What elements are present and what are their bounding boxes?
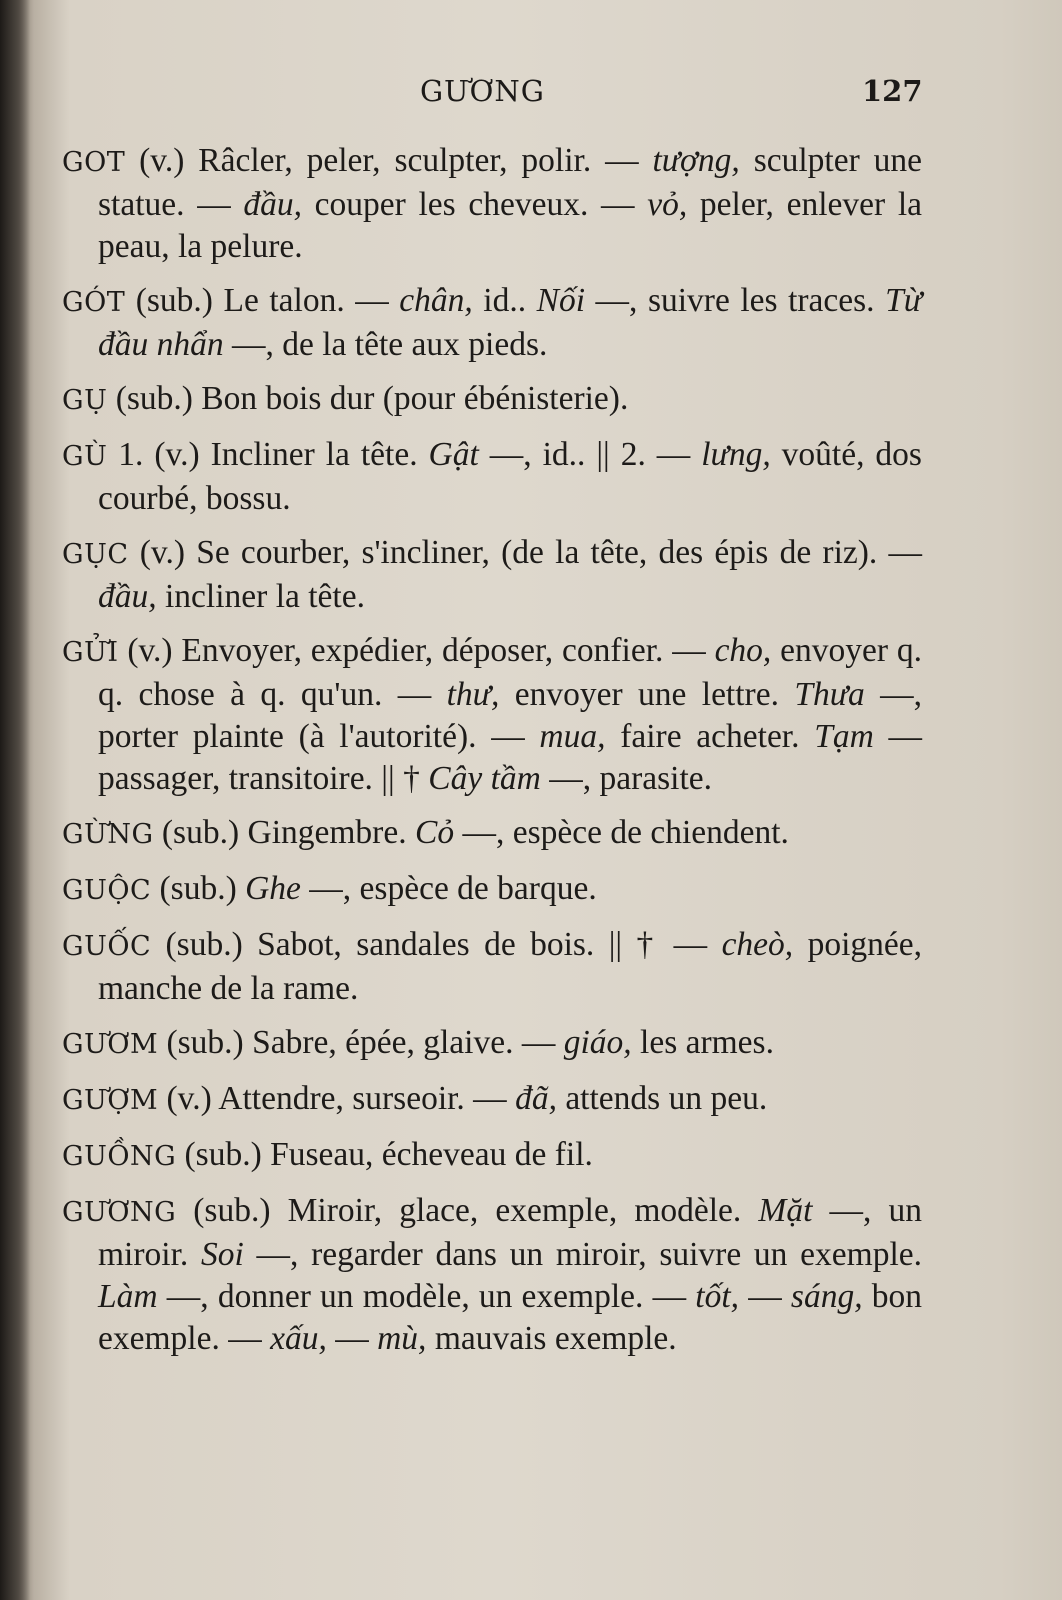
definition-text: peler, enlever la peau, la pelure. — [98, 186, 922, 265]
definition-text: (sub.) — [151, 870, 246, 907]
vietnamese-term: Nối — [536, 282, 586, 319]
definition-text: (sub.) Sabre, épée, glaive. — — [158, 1024, 564, 1061]
entry-headword: GÓT — [62, 287, 126, 318]
vietnamese-term: sáng, — [790, 1278, 863, 1315]
book-gutter-shadow — [0, 0, 30, 1600]
definition-text: (sub.) Gingembre. — [153, 814, 415, 851]
definition-text: bon exemple. — — [98, 1278, 923, 1357]
dictionary-entry — [62, 1134, 922, 1178]
definition-text: envoyer q. q. chose à q. qu'un. — — [98, 632, 922, 713]
vietnamese-term: Thưa — [794, 676, 865, 713]
entry-list — [62, 140, 922, 1372]
definition-text: id.. — [472, 282, 537, 319]
definition-text: incliner la tête. — [156, 578, 365, 615]
entry-headword: GUỐC — [62, 931, 152, 962]
entry-headword: GUỒNG — [62, 1141, 177, 1172]
dictionary-entry — [62, 868, 922, 912]
definition-text: —, porter plainte (à l'autorité). — — [98, 676, 923, 755]
definition-text: voûté, dos courbé, bossu. — [98, 436, 922, 517]
definition-text: —, suivre les traces. — [585, 282, 886, 319]
vietnamese-term: giáo, — [563, 1024, 632, 1061]
definition-text: couper les cheveux. — — [302, 186, 648, 223]
vietnamese-term: xấu, — [270, 1320, 327, 1357]
definition-text: —, un miroir. — [98, 1192, 922, 1273]
vietnamese-term: chân, — [399, 282, 473, 319]
vietnamese-term: lưng, — [701, 436, 771, 473]
vietnamese-term: Cỏ — [414, 814, 455, 851]
entry-headword: GỤ — [62, 385, 108, 416]
dictionary-entry — [62, 630, 922, 800]
entry-headword: GUỘC — [62, 875, 152, 906]
dictionary-entry — [62, 434, 922, 520]
dictionary-entry — [62, 1190, 922, 1360]
dictionary-entry — [62, 1022, 922, 1066]
definition-text: envoyer une lettre. — [499, 676, 795, 713]
vietnamese-term: thư, — [446, 676, 500, 713]
definition-text: — — [739, 1278, 791, 1315]
entry-headword: GÙ — [62, 441, 108, 472]
running-head: GƯƠNG — [420, 74, 545, 108]
dictionary-entry — [62, 532, 922, 618]
entry-headword: GỤC — [62, 539, 129, 570]
vietnamese-term: Mặt — [758, 1192, 813, 1229]
definition-text: (v.) Râcler, peler, sculpter, polir. — — [125, 142, 653, 179]
definition-text: (v.) Attendre, surseoir. — — [158, 1080, 516, 1117]
entry-headword: GỬI — [62, 637, 119, 668]
definition-text: attends un peu. — [556, 1080, 768, 1117]
definition-text: (v.) Envoyer, expédier, déposer, confier. — — [118, 632, 715, 669]
vietnamese-term: Ghe — [245, 870, 301, 907]
entry-headword: GƯƠM — [62, 1029, 159, 1060]
dictionary-entry — [62, 280, 922, 366]
vietnamese-term: đầu, — [243, 186, 302, 223]
definition-text: poignée, manche de la rame. — [98, 926, 922, 1007]
definition-text: (sub.) Le talon. — — [125, 282, 400, 319]
definition-text: (sub.) Fuseau, écheveau de fil. — [176, 1136, 593, 1173]
vietnamese-term: Tạm — [814, 718, 874, 755]
entry-headword: GỪNG — [62, 819, 154, 850]
vietnamese-term: cheò, — [721, 926, 794, 963]
vietnamese-term: Làm — [98, 1278, 158, 1315]
definition-text: —, espèce de chiendent. — [454, 814, 789, 851]
vietnamese-term: đầu, — [98, 578, 157, 615]
vietnamese-term: Gật — [428, 436, 479, 473]
page-number: 127 — [862, 74, 923, 108]
definition-text: —, espèce de barque. — [300, 870, 597, 907]
definition-text: —, id.. || 2. — — [478, 436, 702, 473]
entry-headword: GƯƠNG — [62, 1197, 177, 1228]
definition-text: (sub.) Sabot, sandales de bois. || † — — [151, 926, 722, 963]
vietnamese-term: mua, — [539, 718, 606, 755]
definition-text: — — [326, 1320, 378, 1357]
dictionary-entry — [62, 924, 922, 1010]
definition-text: (v.) Se courber, s'incliner, (de la tête, des épis de riz). — — [128, 534, 922, 571]
definition-text: (sub.) Miroir, glace, exemple, modèle. — [176, 1192, 759, 1229]
definition-text: —, parasite. — [540, 760, 712, 797]
vietnamese-term: đã, — [515, 1080, 557, 1117]
definition-text: — passager, transitoire. || † — [98, 718, 922, 797]
definition-text: sculpter une statue. — — [98, 142, 922, 223]
dictionary-entry — [62, 1078, 922, 1122]
definition-text: les armes. — [631, 1024, 774, 1061]
entry-headword: GƯỢM — [62, 1085, 159, 1116]
definition-text: —, de la tête aux pieds. — [223, 326, 548, 363]
dictionary-entry — [62, 140, 922, 268]
definition-text: —, regarder dans un miroir, suivre un exemple. — [243, 1236, 922, 1273]
vietnamese-term: Soi — [201, 1236, 244, 1273]
definition-text: (sub.) Bon bois dur (pour ébénisterie). — [107, 380, 629, 417]
vietnamese-term: cho, — [714, 632, 772, 669]
dictionary-entry — [62, 378, 922, 422]
definition-text: —, donner un modèle, un exemple. — — [157, 1278, 696, 1315]
vietnamese-term: Cây tầm — [428, 760, 541, 797]
vietnamese-term: tượng, — [652, 142, 740, 179]
vietnamese-term: tốt, — [695, 1278, 740, 1315]
definition-text: mauvais exemple. — [426, 1320, 677, 1357]
definition-text: 1. (v.) Incliner la tête. — [107, 436, 429, 473]
vietnamese-term: mù, — [377, 1320, 427, 1357]
definition-text: faire acheter. — [605, 718, 815, 755]
dictionary-entry — [62, 812, 922, 856]
entry-headword: GOT — [62, 147, 126, 178]
vietnamese-term: vỏ, — [647, 186, 688, 223]
vietnamese-term: Từ đầu nhẩn — [98, 282, 922, 363]
